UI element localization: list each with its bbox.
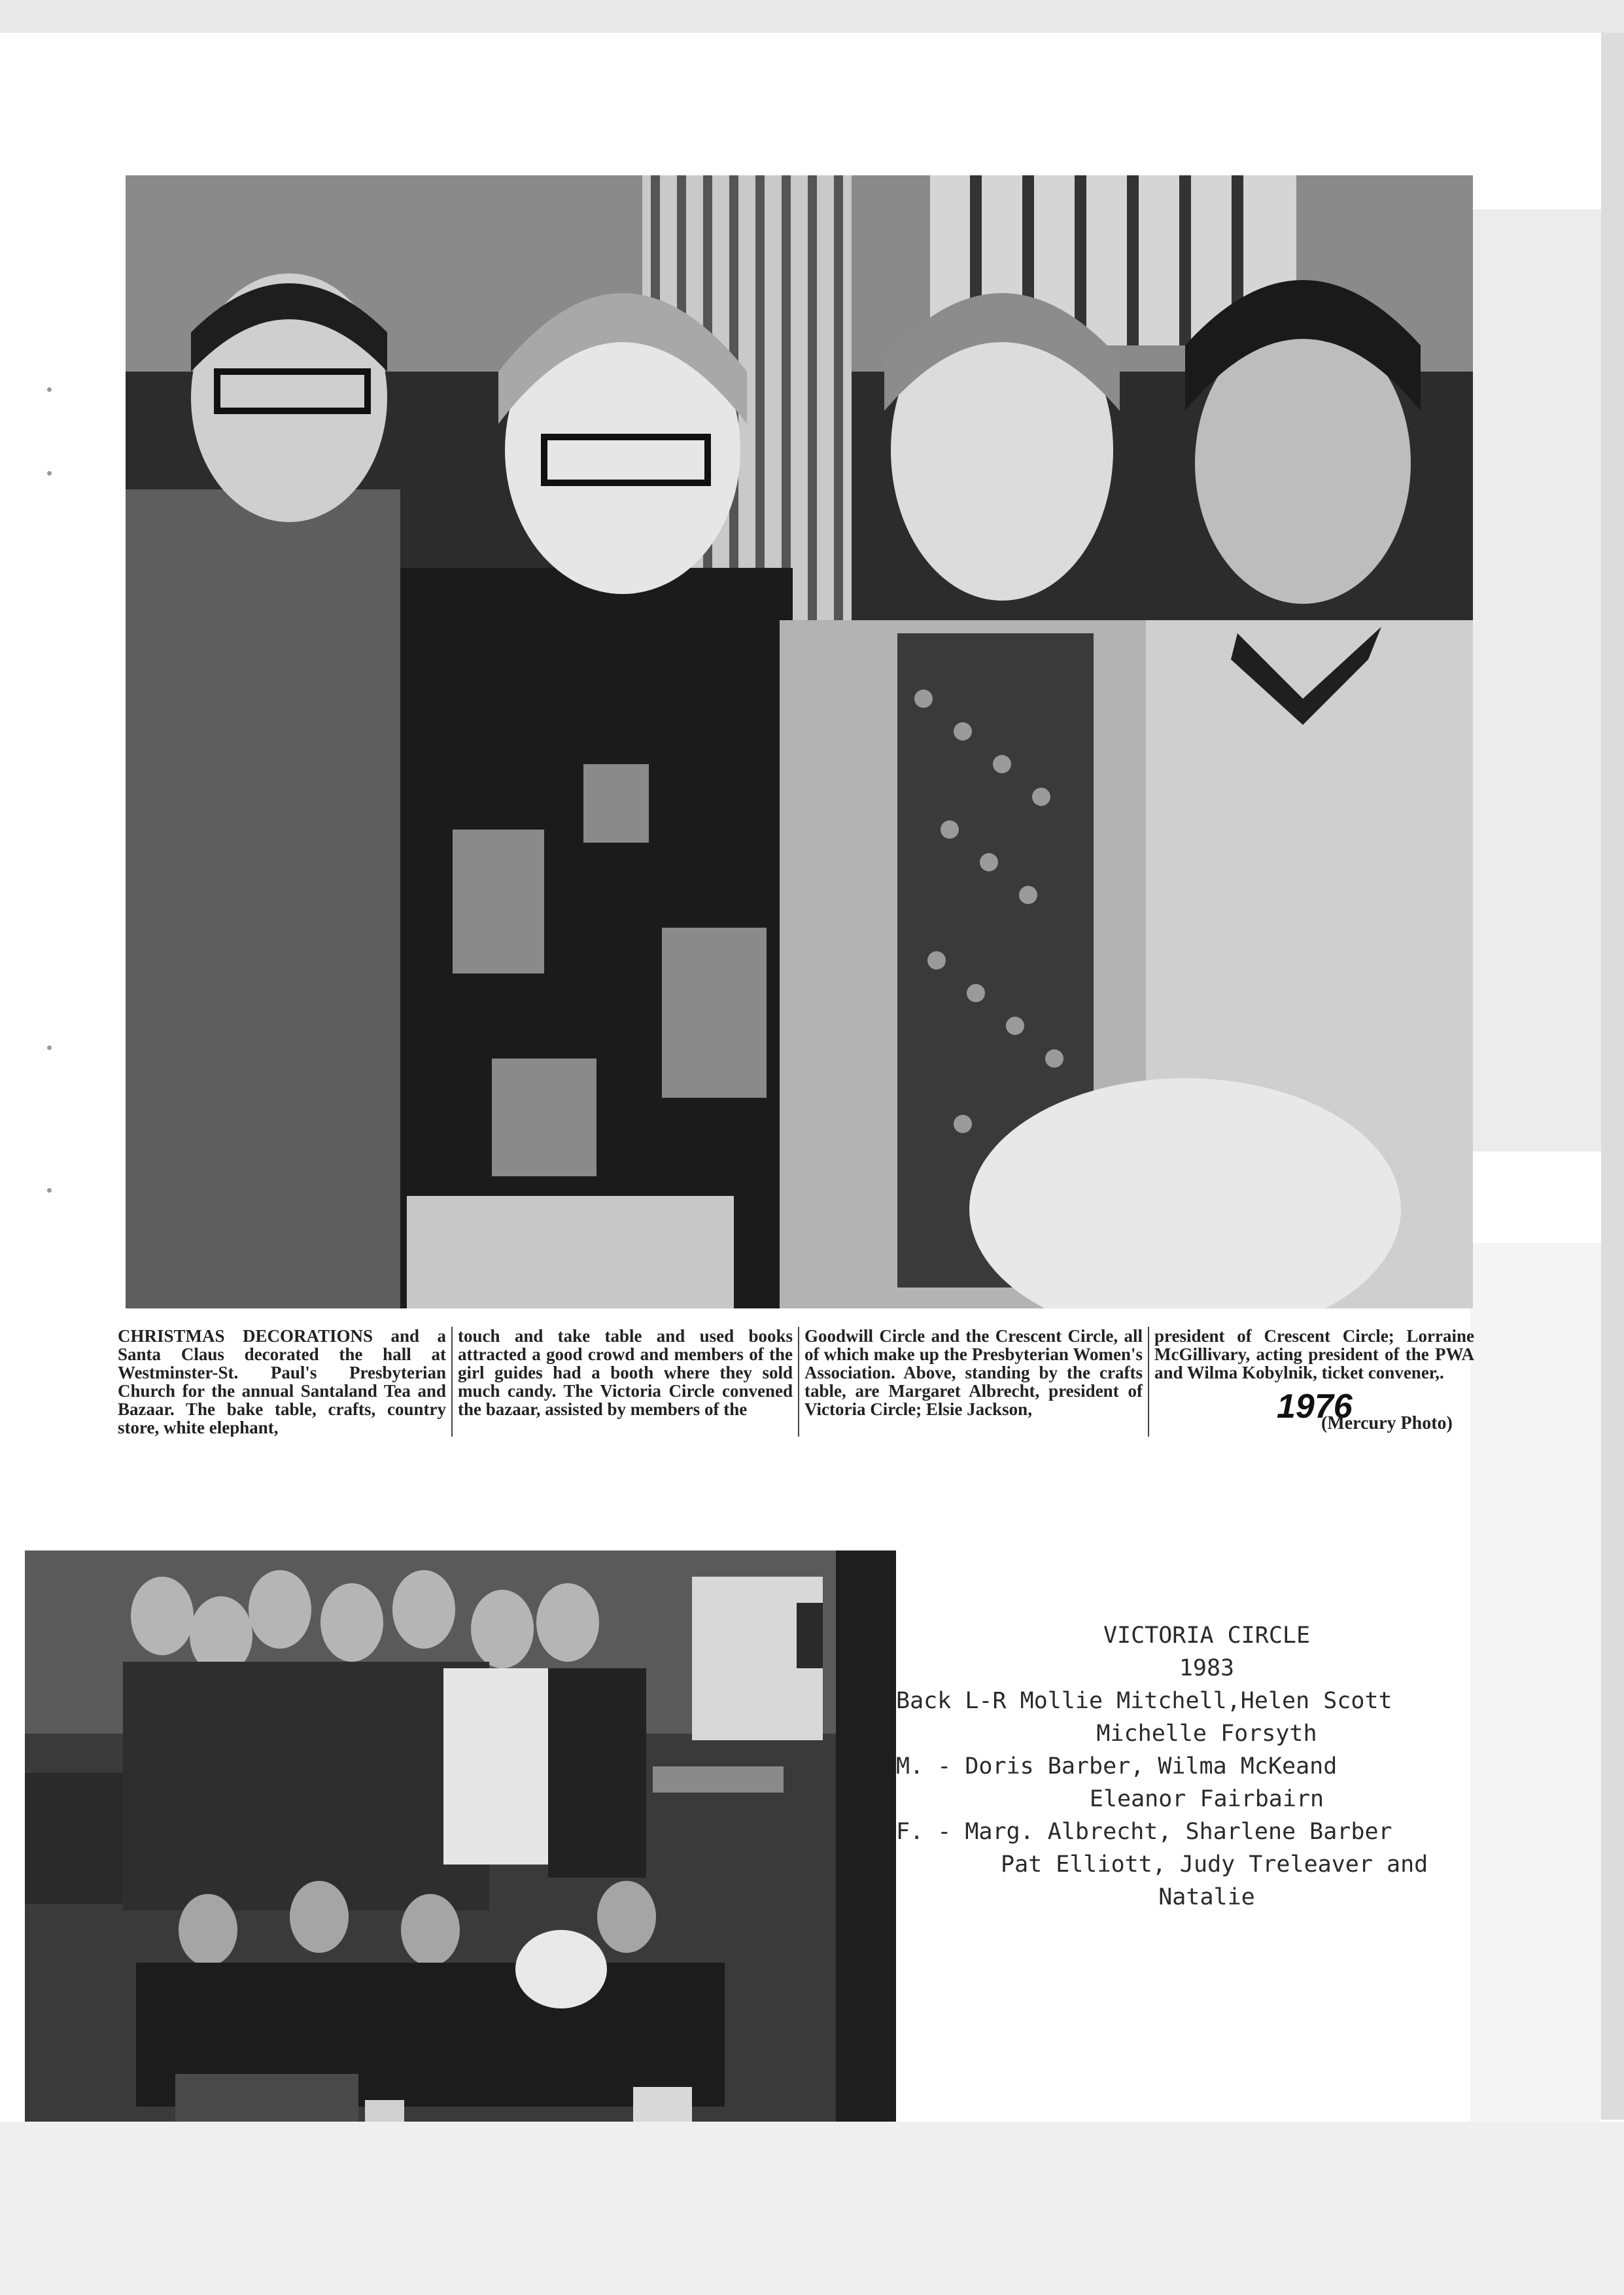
caption-column-1: CHRISTMAS DECORATIONS and a Santa Claus decorated the hall at Westminster-St. Paul's Presbyterian Church for the annual Santaland Tea and Bazaar. The bake table, crafts, country store, white elephant, — [112, 1327, 453, 1437]
note-line: Eleanor Fairbairn — [1089, 1786, 1324, 1812]
note-line: F. - Marg. Albrecht, Sharlene Barber — [896, 1819, 1392, 1845]
caption-column-3: Goodwill Circle and the Crescent Circle, all of which make up the Presbyterian Women's Association. Above, standing by the crafts table, are Margaret Albrecht, president of Victoria Circle; Elsie Jackson, — [799, 1327, 1149, 1437]
bleed-through-column — [1470, 209, 1601, 1151]
note-year: 1983 — [1179, 1655, 1235, 1681]
note-title: VICTORIA CIRCLE — [1103, 1622, 1311, 1649]
typewritten-note — [896, 1619, 1517, 1914]
binder-hole-mark — [47, 1045, 52, 1050]
group-photo-victoria-circle — [25, 1550, 896, 2165]
binder-hole-mark — [47, 1188, 52, 1193]
caption-column-4: president of Crescent Circle; Lorraine McGillivary, acting president of the PWA and Wilma Kobylnik, ticket convener,. — [1154, 1327, 1474, 1382]
binder-hole-mark — [47, 387, 52, 392]
note-line: M. - Doris Barber, Wilma McKeand — [896, 1753, 1338, 1779]
newspaper-photo-four-women — [126, 175, 1473, 1308]
scan-bottom-band — [0, 2122, 1624, 2295]
note-line: Natalie — [1158, 1884, 1255, 1910]
caption-column-2: touch and take table and used books attracted a good crowd and members of the girl guides had a booth where they sold much candy. The Victoria Circle convened the bazaar, assisted by members of the — [453, 1327, 799, 1437]
scan-right-edge — [1601, 33, 1624, 2120]
note-line: Michelle Forsyth — [1096, 1721, 1317, 1747]
photo-credit: (Mercury Photo) — [1321, 1413, 1453, 1433]
binder-hole-mark — [47, 471, 52, 476]
note-line: Back L-R Mollie Mitchell,Helen Scott — [896, 1688, 1392, 1714]
handwritten-year-mark: 1976 — [1277, 1388, 1353, 1426]
scan-top-band — [0, 0, 1624, 33]
photo-caption — [112, 1327, 1479, 1437]
note-line: Pat Elliott, Judy Treleaver and — [1001, 1851, 1428, 1878]
